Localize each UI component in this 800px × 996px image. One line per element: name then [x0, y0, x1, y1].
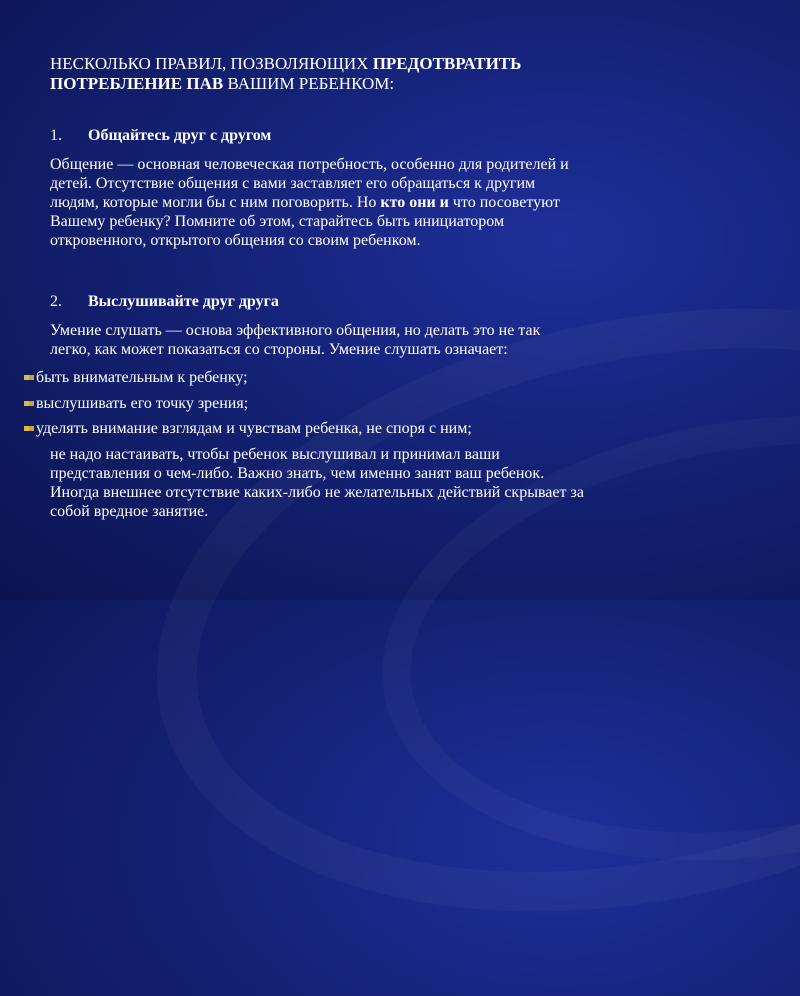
rule1-line3-post: что посоветуют [448, 194, 560, 211]
rule1-line: Вашему ребенку? Помните об этом, старайтесь быть инициатором [50, 213, 505, 230]
rule1-line3-pre: людям, которые могли бы с ним поговорить. Но [50, 194, 381, 211]
title-line2-bold: ПОТРЕБЛЕНИЕ ПАВ [50, 74, 224, 93]
bullet-square-icon [24, 401, 29, 406]
rule1-number: 1. [50, 127, 62, 144]
bullet-item [24, 368, 764, 387]
rule2-tail-line: представления о чем-либо. Важно знать, чем именно занят ваш ребенок. [50, 465, 545, 482]
rule2-tail-line: Иногда внешнее отсутствие каких-либо не желательных действий скрывает за [50, 484, 584, 501]
bullet-text: уделять внимание взглядам и чувствам ребенка, не споря с ним; [36, 420, 472, 437]
bullet-square-icon [24, 375, 29, 380]
rule2-line: легко, как может показаться со стороны. Умение слушать означает: [50, 341, 508, 358]
bullet-square-icon [24, 426, 29, 431]
title-part1: НЕСКОЛЬКО ПРАВИЛ, ПОЗВОЛЯЮЩИХ [50, 54, 373, 73]
rule2-tail-line: не надо настаивать, чтобы ребенок выслушивал и принимал ваши [50, 446, 500, 463]
rule1-line: детей. Отсутствие общения с вами заставляет его обращаться к другим [50, 175, 536, 192]
rule1-line3-bold: кто они и [380, 194, 449, 211]
rule1-heading [50, 126, 271, 145]
bullet-item [24, 394, 764, 413]
rule2-heading [50, 292, 279, 311]
rule1-line: Общение — основная человеческая потребность, особенно для родителей и [50, 156, 569, 173]
rule1-line [50, 193, 770, 212]
rule1-title: Общайтесь друг с другом [88, 127, 272, 144]
rule2-tail-line: собой вредное занятие. [50, 503, 209, 520]
rule2-line: Умение слушать — основа эффективного общения, но делать это не так [50, 322, 541, 339]
rule1-paragraph [50, 155, 770, 250]
bullet-item [24, 419, 764, 438]
title-part2: ПРЕДОТВРАТИТЬ [372, 54, 522, 73]
bullet-text: быть внимательным к ребенку; [36, 369, 248, 386]
title-line2-rest: ВАШИМ РЕБЕНКОМ: [223, 74, 395, 93]
rule2-paragraph [50, 321, 770, 359]
rule1-line: откровенного, открытого общения со своим ребенком. [50, 232, 421, 249]
slide-title [50, 54, 770, 94]
rule2-title: Выслушивайте друг друга [88, 293, 279, 310]
rule2-number: 2. [50, 293, 62, 310]
rule2-tail-paragraph [50, 445, 770, 521]
bullet-text: выслушивать его точку зрения; [36, 395, 249, 412]
